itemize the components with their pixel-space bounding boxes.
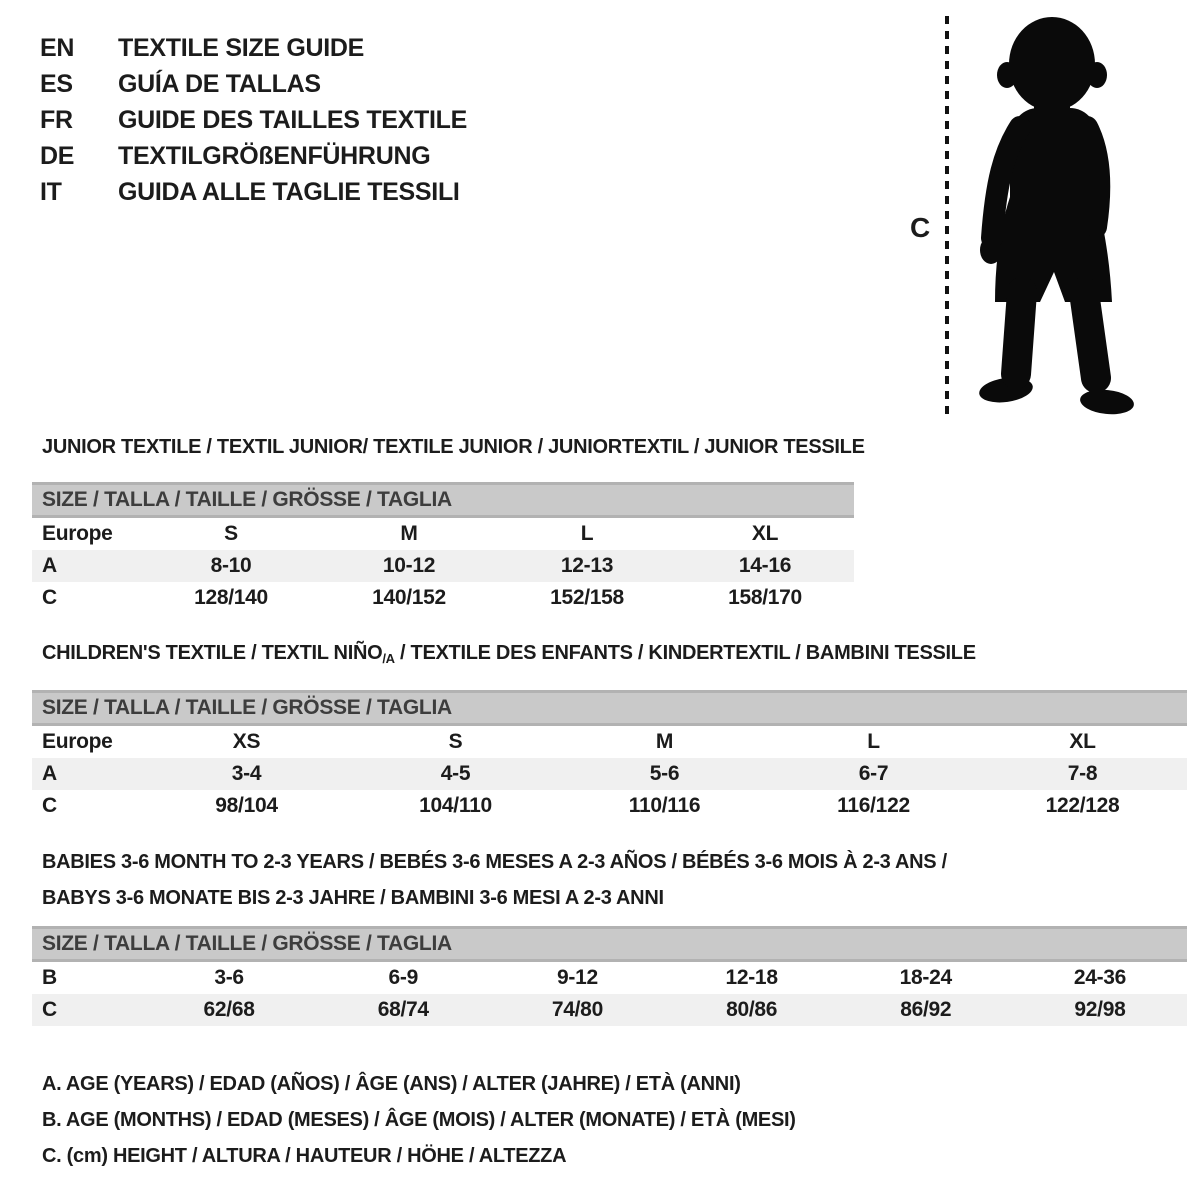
lang-title: GUÍA DE TALLAS — [118, 69, 321, 98]
children-title-suffix: / TEXTILE DES ENFANTS / KINDERTEXTIL / BAMBINI TESSILE — [394, 642, 976, 664]
table-cell: 152/158 — [550, 586, 624, 609]
table-cell: XS — [232, 730, 261, 753]
table-cell: 98/104 — [215, 794, 278, 817]
lang-row-en — [40, 30, 467, 66]
lang-title: GUIDA ALLE TAGLIE TESSILI — [118, 177, 460, 206]
table-cell: 6-7 — [858, 762, 889, 785]
table-cell: S — [224, 522, 238, 545]
table-cell: M — [400, 522, 418, 545]
table-cell: 5-6 — [649, 762, 680, 785]
table-row — [32, 582, 854, 614]
row-label: Europe — [42, 522, 113, 545]
lang-row-it — [40, 174, 467, 210]
row-label: C — [42, 794, 57, 817]
table-row — [32, 994, 1187, 1026]
table-cell: 3-4 — [231, 762, 262, 785]
lang-title: GUIDE DES TAILLES TEXTILE — [118, 105, 468, 134]
table-cell: 110/116 — [628, 794, 701, 817]
table-row — [32, 550, 854, 582]
table-cell: 158/170 — [728, 586, 802, 609]
table-cell: 7-8 — [1067, 762, 1098, 785]
lang-code: IT — [40, 177, 62, 206]
table-cell: 140/152 — [372, 586, 446, 609]
lang-title: TEXTILGRÖßENFÜHRUNG — [118, 141, 431, 170]
lang-row-fr — [40, 102, 467, 138]
table-cell: L — [867, 730, 880, 753]
table-cell: XL — [1069, 730, 1096, 753]
table-cell: 18-24 — [899, 966, 952, 989]
baby-toddler-silhouette-icon — [960, 12, 1145, 422]
table-cell: 128/140 — [194, 586, 268, 609]
row-label: C — [42, 998, 57, 1021]
language-list — [40, 30, 467, 210]
table-cell: 10-12 — [382, 554, 436, 577]
lang-code: EN — [40, 33, 75, 62]
babies-section-title — [42, 844, 947, 916]
children-size-table — [32, 690, 1187, 822]
lang-code: DE — [40, 141, 75, 170]
lang-row-de — [40, 138, 467, 174]
table-cell: 3-6 — [214, 966, 244, 989]
junior-section-title: JUNIOR TEXTILE / TEXTIL JUNIOR/ TEXTILE JUNIOR / JUNIORTEXTIL / JUNIOR TESSILE — [42, 436, 865, 458]
table-row — [32, 726, 1187, 758]
table-cell: 116/122 — [837, 794, 910, 817]
row-label: A — [42, 762, 57, 785]
table-cell: 12-13 — [560, 554, 614, 577]
height-measure-label: C — [910, 212, 930, 243]
table-row — [32, 962, 1187, 994]
note-height-cm: C. (cm) HEIGHT / ALTURA / HAUTEUR / HÖHE / ALTEZZA — [42, 1144, 567, 1167]
legend-notes — [42, 1066, 796, 1174]
babies-size-table — [32, 926, 1187, 1026]
children-title-prefix: CHILDREN'S TEXTILE / TEXTIL NIÑO — [42, 642, 383, 664]
row-label: A — [42, 554, 57, 577]
lang-code: FR — [40, 105, 73, 134]
table-cell: 6-9 — [388, 966, 418, 989]
children-title-subscript: /A — [382, 651, 395, 666]
table-cell: 4-5 — [440, 762, 471, 785]
size-table-header: SIZE / TALLA / TAILLE / GRÖSSE / TAGLIA — [32, 690, 1187, 726]
lang-title: TEXTILE SIZE GUIDE — [118, 33, 365, 62]
table-cell: M — [655, 730, 674, 753]
babies-title-line1: BABIES 3-6 MONTH TO 2-3 YEARS / BEBÉS 3-6 MESES A 2-3 AÑOS / BÉBÉS 3-6 MOIS À 2-3 ANS / — [42, 851, 947, 873]
size-table-header: SIZE / TALLA / TAILLE / GRÖSSE / TAGLIA — [32, 482, 854, 518]
children-section-title — [42, 642, 976, 666]
height-measure-dashed-line — [944, 16, 950, 416]
table-cell: 24-36 — [1073, 966, 1127, 989]
table-cell: 12-18 — [725, 966, 778, 989]
table-cell: S — [448, 730, 463, 753]
row-label: B — [42, 966, 57, 989]
table-cell: 8-10 — [210, 554, 252, 577]
table-cell: L — [580, 522, 594, 545]
table-cell: XL — [751, 522, 779, 545]
table-cell: 14-16 — [738, 554, 792, 577]
table-cell: 74/80 — [551, 998, 603, 1021]
row-label: C — [42, 586, 57, 609]
lang-code: ES — [40, 69, 73, 98]
lang-row-es — [40, 66, 467, 102]
note-age-years: A. AGE (YEARS) / EDAD (AÑOS) / ÂGE (ANS) / ALTER (JAHRE) / ETÀ (ANNI) — [42, 1072, 741, 1095]
junior-size-table — [32, 482, 854, 614]
table-cell: 86/92 — [900, 998, 952, 1021]
size-table-header: SIZE / TALLA / TAILLE / GRÖSSE / TAGLIA — [32, 926, 1187, 962]
table-cell: 9-12 — [557, 966, 598, 989]
table-cell: 62/68 — [203, 998, 255, 1021]
babies-title-line2: BABYS 3-6 MONATE BIS 2-3 JAHRE / BAMBINI 3-6 MESI A 2-3 ANNI — [42, 887, 664, 909]
table-cell: 104/110 — [419, 794, 492, 817]
table-cell: 92/98 — [1074, 998, 1126, 1021]
table-row — [32, 758, 1187, 790]
table-row — [32, 518, 854, 550]
table-row — [32, 790, 1187, 822]
table-cell: 122/128 — [1045, 794, 1120, 817]
table-cell: 80/86 — [726, 998, 778, 1021]
note-age-months: B. AGE (MONTHS) / EDAD (MESES) / ÂGE (MOIS) / ALTER (MONATE) / ETÀ (MESI) — [42, 1108, 796, 1131]
table-cell: 68/74 — [377, 998, 429, 1021]
row-label: Europe — [42, 730, 113, 753]
